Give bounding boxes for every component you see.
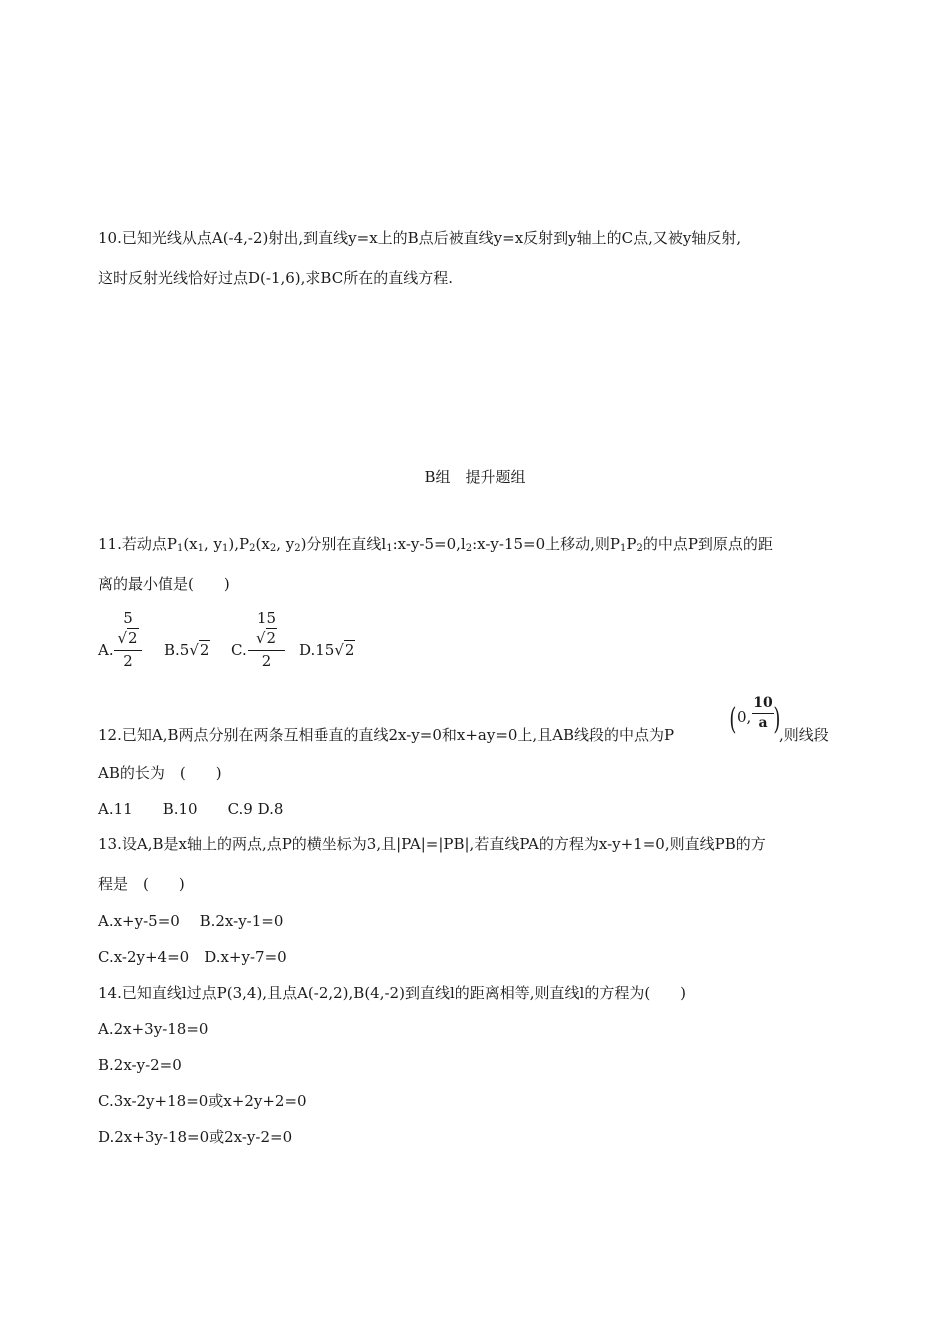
q11-option-b: B.5√2 bbox=[164, 641, 210, 659]
q12-line2: AB的长为 ( ) bbox=[98, 764, 222, 782]
q11-option-a-label: A. bbox=[98, 641, 114, 659]
q14-option-b: B.2x-y-2=0 bbox=[98, 1056, 182, 1074]
q14-option-c: C.3x-2y+18=0或x+2y+2=0 bbox=[98, 1092, 307, 1110]
q12-options: A.11 B.10 C.9 D.8 bbox=[98, 800, 284, 818]
q11-line1: 11.若动点$P_1(x_1$, $y_1),P_2(x_2$, $y_2$)分别在直线$l_1:x-y-5=0,l_2:x-y-15=0$上移动,则$P_1P_2$的中点P到原点的距 bbox=[98, 535, 773, 554]
q11-option-d: D.15√2 bbox=[299, 641, 355, 659]
q14-option-d: D.2x+3y-18=0或2x-y-2=0 bbox=[98, 1128, 293, 1146]
q12-line1: 12.已知A,B两点分别在两条互相垂直的直线2x-y=0和x+ay=0上,且AB线段的中点为P bbox=[98, 726, 675, 744]
q12-point-x: 0, bbox=[737, 708, 752, 726]
q11-option-c-label: C. bbox=[231, 641, 247, 659]
q14-line1: 14.已知直线l过点P(3,4),且点A(-2,2),B(4,-2)到直线l的距离相等,则直线l的方程为( ) bbox=[98, 984, 687, 1002]
section-title: B组 提升题组 bbox=[424, 468, 526, 486]
q10-line1: 10.已知光线从点A(-4,-2)射出,到直线y=x上的B点后被直线y=x反射到y轴上的C点,又被y轴反射, bbox=[98, 229, 742, 247]
q12-point-fraction: 10 a bbox=[753, 695, 773, 731]
q10-line2: 这时反射光线恰好过点D(-1,6),求BC所在的直线方程. bbox=[98, 269, 453, 287]
q11-option-c-fraction: 15√2 2 bbox=[248, 608, 285, 671]
q13-options-ab: A.x+y-5=0 B.2x-y-1=0 bbox=[98, 912, 284, 930]
q12-right-paren: ) bbox=[773, 702, 781, 737]
q13-line1: 13.设A,B是x轴上的两点,点P的横坐标为3,且|PA|=|PB|,若直线PA的方程为x-y+1=0,则直线PB的方 bbox=[98, 835, 766, 853]
q11-line2: 离的最小值是( ) bbox=[98, 575, 230, 593]
q12-left-paren: ( bbox=[729, 702, 737, 737]
q14-option-a: A.2x+3y-18=0 bbox=[98, 1020, 209, 1038]
q13-options-cd: C.x-2y+4=0 D.x+y-7=0 bbox=[98, 948, 287, 966]
q12-line1-end: ,则线段 bbox=[779, 726, 829, 744]
q11-option-a-fraction: 5√2 2 bbox=[114, 608, 142, 671]
q13-line2: 程是 ( ) bbox=[98, 875, 185, 893]
